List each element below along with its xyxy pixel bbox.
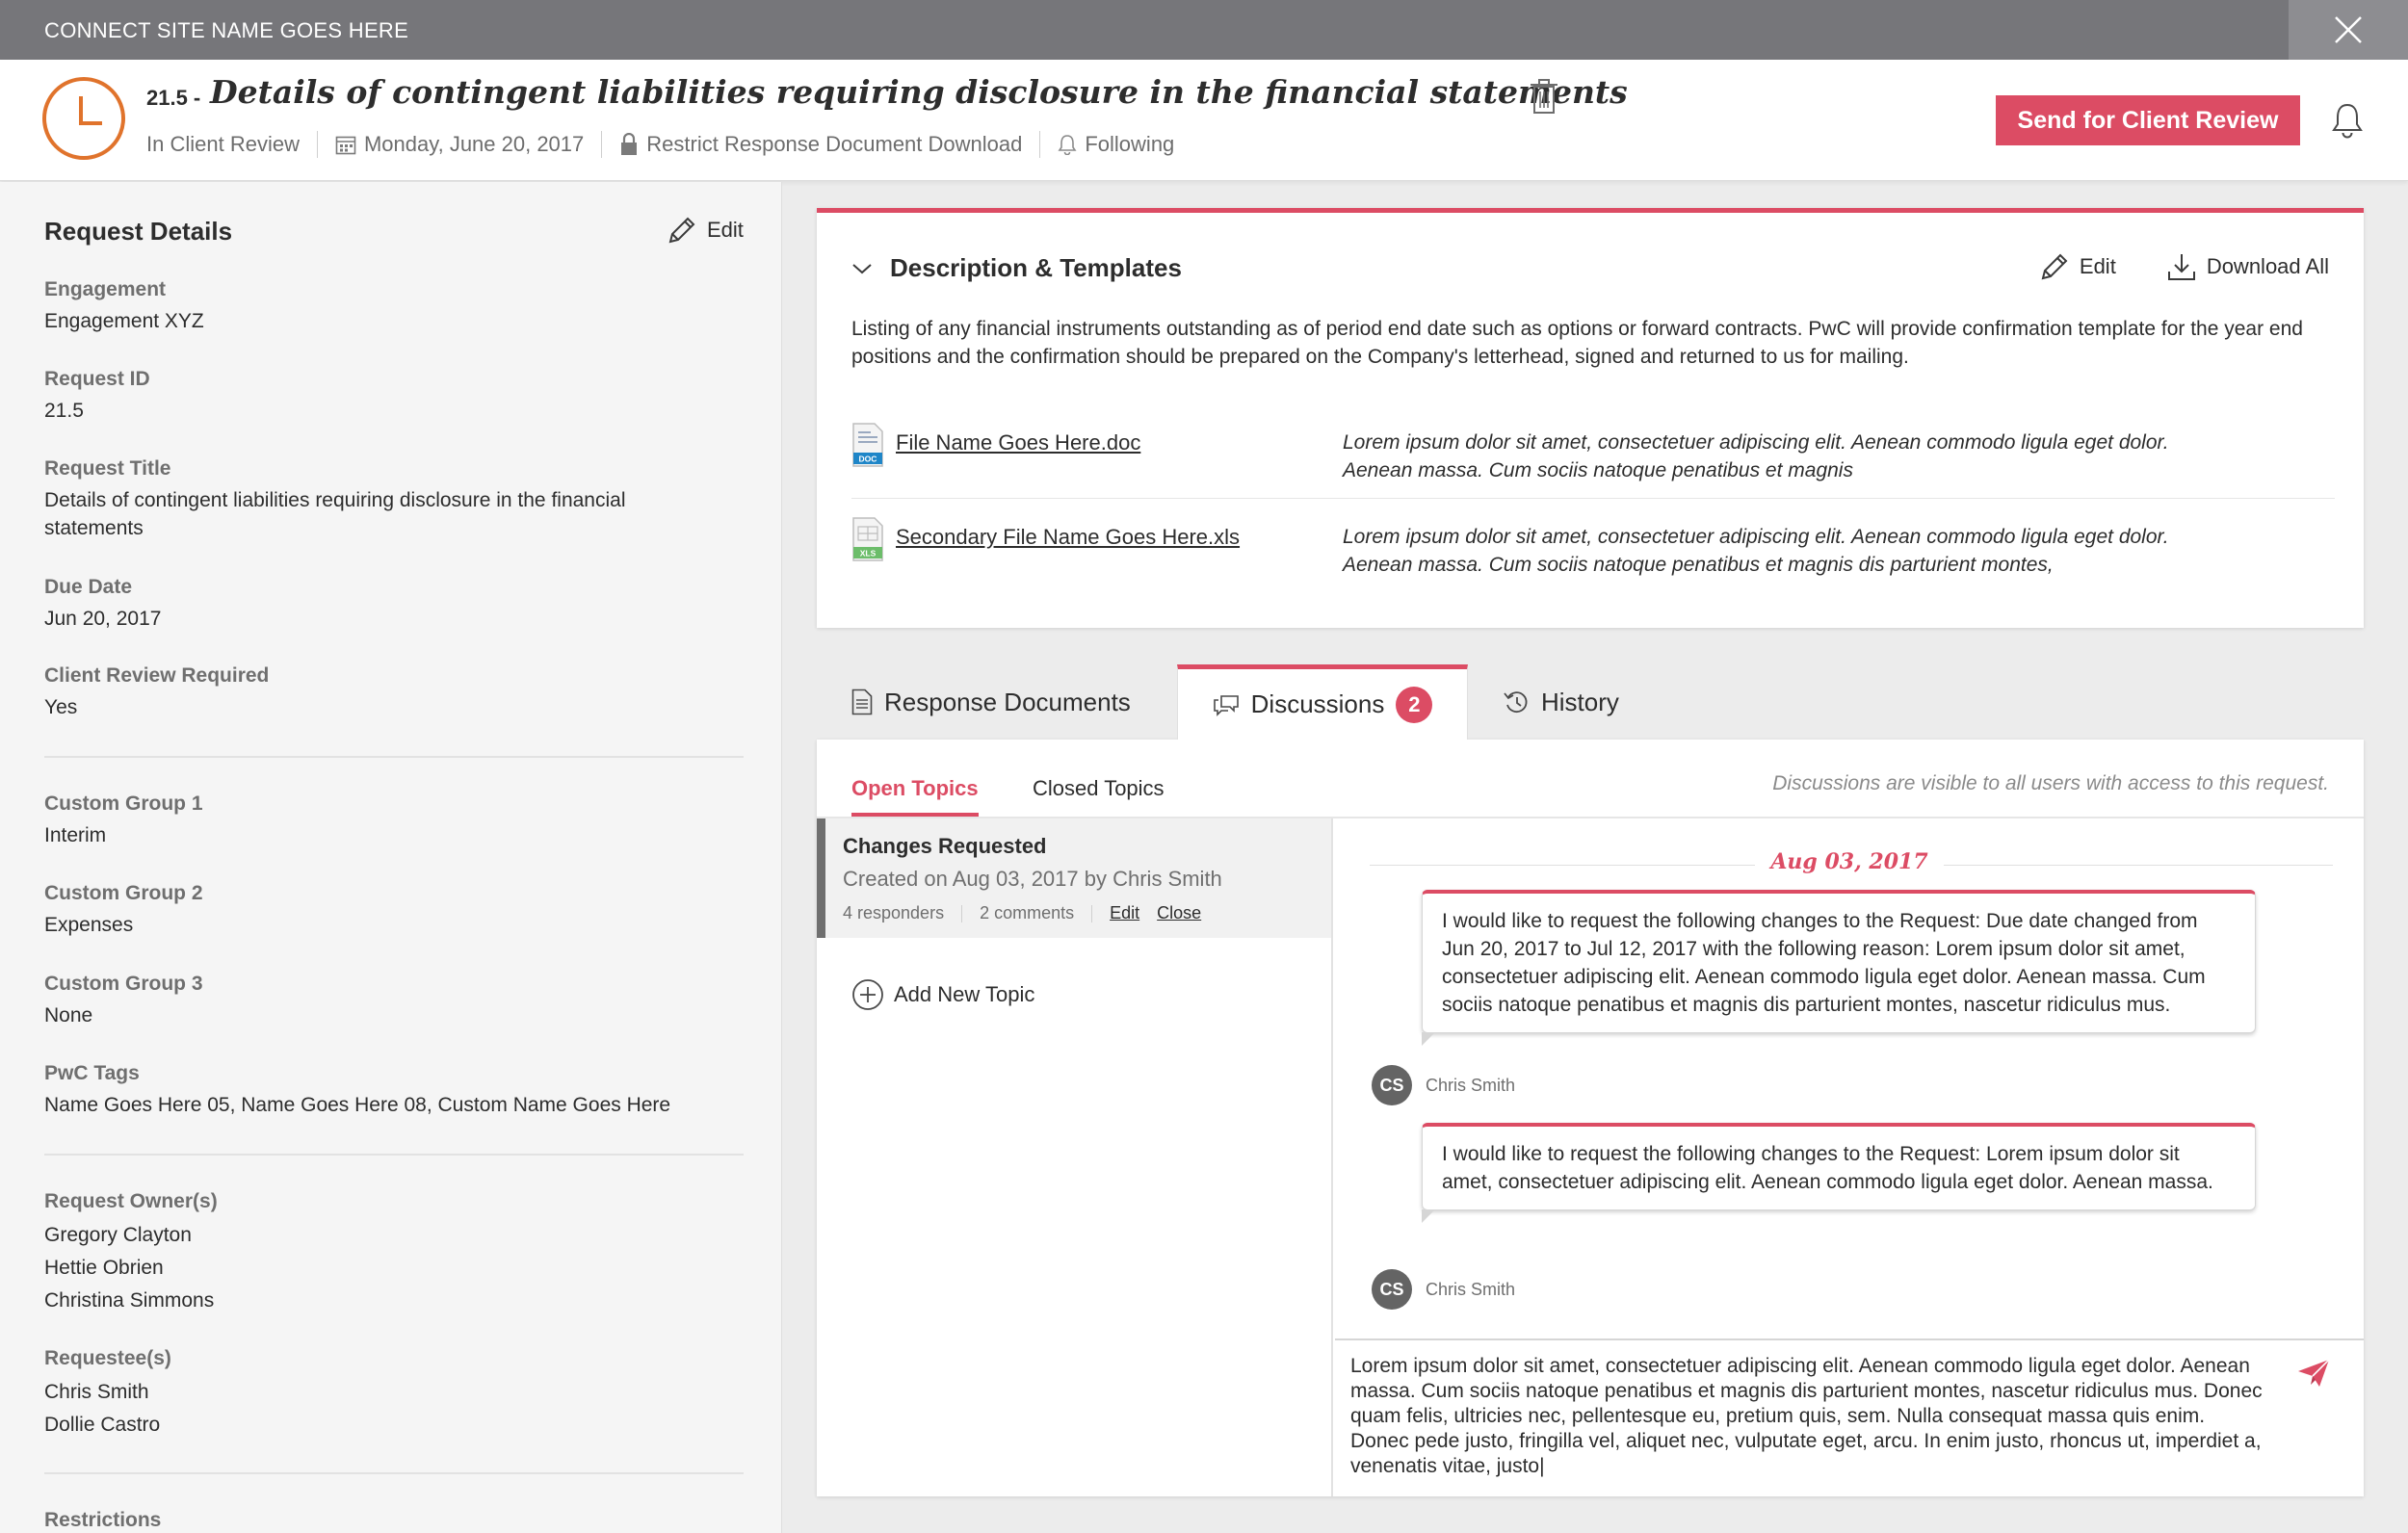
message-text: I would like to request the following changes to the Request: Lorem ipsum dolor sit amet, consectetuer adipiscing elit. Aenean commodo ligula eget dolor. Aenean massa. (1442, 1143, 2213, 1193)
field-label: Client Review Required (44, 664, 270, 687)
file-row (851, 517, 2335, 594)
topic-item[interactable] (817, 818, 1331, 938)
field-value: 21.5 (44, 400, 84, 422)
close-icon (2333, 14, 2364, 45)
field-due-date (44, 576, 161, 633)
add-new-topic-label: Add New Topic (894, 982, 1035, 1006)
field-value: Name Goes Here 05, Name Goes Here 08, Custom Name Goes Here (44, 1094, 671, 1116)
message-bubble (1422, 890, 2256, 1033)
download-all-button[interactable] (2166, 251, 2329, 282)
request-number: 21.5 - (146, 86, 201, 110)
tab-discussions[interactable] (1177, 664, 1468, 740)
discussion-thread (1335, 818, 2364, 1342)
avatar: CS (1372, 1065, 1412, 1105)
sidebar-title: Request Details (44, 217, 233, 246)
field-request-owners (44, 1190, 218, 1317)
field-engagement (44, 278, 204, 335)
description-header[interactable] (851, 253, 1182, 283)
owner-name: Hettie Obrien (44, 1257, 164, 1279)
download-all-label: Download All (2206, 254, 2329, 278)
pencil-icon (2039, 251, 2070, 282)
status-label: In Client Review (146, 132, 300, 156)
pencil-icon (667, 215, 697, 246)
thread-date: Aug 03, 2017 (1770, 849, 1928, 874)
topic-edit-link[interactable]: Edit (1110, 903, 1140, 922)
file-type-badge: DOC (858, 454, 877, 464)
request-details-sidebar (0, 182, 782, 1533)
visibility-notice: Discussions are visible to all users with access to this request. (1772, 772, 2329, 794)
message-input[interactable] (1350, 1354, 2265, 1489)
file-link[interactable]: Secondary File Name Goes Here.xls (896, 525, 1241, 549)
description-edit-label: Edit (2079, 254, 2116, 278)
author-name: Chris Smith (1426, 1279, 1516, 1299)
calendar-icon (335, 134, 356, 155)
tab-closed-topics[interactable]: Closed Topics (1033, 776, 1165, 800)
field-label: Request Owner(s) (44, 1190, 218, 1212)
message-bubble (1422, 1123, 2256, 1210)
field-label: PwC Tags (44, 1062, 140, 1084)
meta-divider (317, 131, 318, 158)
topic-comments: 2 comments (980, 903, 1075, 922)
file-description: Lorem ipsum dolor sit amet, consectetuer adipiscing elit. Aenean commodo ligula eget dolor. Aenean massa. Cum sociis natoque penatibus et magnis (1343, 431, 2169, 481)
following-toggle[interactable]: Following (1085, 132, 1175, 156)
restriction-label[interactable]: Restrict Response Document Download (646, 132, 1023, 156)
clock-icon (40, 75, 127, 162)
site-name: CONNECT SITE NAME GOES HERE (44, 18, 409, 42)
tab-label: History (1541, 687, 1619, 716)
field-label: Request ID (44, 368, 150, 390)
message-author (1372, 1065, 1515, 1105)
topic-created: Created on Aug 03, 2017 by Chris Smith (843, 867, 1222, 891)
field-label: Due Date (44, 576, 133, 598)
close-button[interactable] (2289, 0, 2408, 60)
discussions-count-badge: 2 (1396, 687, 1432, 723)
field-custom-group-1 (44, 792, 203, 849)
send-icon[interactable] (2296, 1358, 2331, 1389)
field-request-id (44, 368, 150, 425)
topics-list (817, 818, 1333, 1496)
site-bar (0, 0, 2408, 60)
history-icon (1503, 689, 1530, 715)
message-text: I would like to request the following changes to the Request: Due date changed from Jun 20, 2017 to Jul 12, 2017 with the following reason: Lorem ipsum dolor sit amet, consectetuer adipiscing elit. Aenean commodo ligula eget dolor. Aenean massa. Cum sociis natoque penatibus et magnis dis parturient montes, nascetur ridiculus mus. (1442, 910, 2206, 1016)
message-author (1372, 1269, 1515, 1310)
chat-icon (1213, 693, 1240, 716)
topic-responders: 4 responders (843, 903, 945, 922)
field-value: Interim (44, 824, 107, 846)
request-header (0, 60, 2408, 181)
field-client-review-required (44, 664, 269, 721)
file-description: Lorem ipsum dolor sit amet, consectetuer adipiscing elit. Aenean commodo ligula eget dolor. Aenean massa. Cum sociis natoque penatibus et magnis dis parturient montes, (1343, 526, 2169, 576)
file-link[interactable]: File Name Goes Here.doc (896, 430, 1141, 455)
field-value: None (44, 1004, 93, 1026)
tab-label: Response Documents (884, 687, 1131, 716)
meta-divider (601, 131, 602, 158)
field-label: Request Title (44, 457, 171, 480)
meta-divider (1091, 905, 1092, 922)
field-custom-group-2 (44, 882, 203, 939)
field-value: Expenses (44, 914, 134, 936)
field-request-title (44, 457, 719, 542)
author-name: Chris Smith (1426, 1075, 1516, 1095)
xls-file-icon (851, 517, 884, 561)
description-edit-button[interactable] (2039, 251, 2116, 282)
trash-icon[interactable] (1530, 78, 1558, 115)
field-value: Engagement XYZ (44, 310, 204, 332)
meta-divider (1039, 131, 1040, 158)
description-actions (2039, 251, 2329, 282)
tab-open-topics[interactable]: Open Topics (851, 776, 979, 800)
field-value: Jun 20, 2017 (44, 608, 162, 630)
sidebar-divider (44, 1472, 744, 1474)
field-label: Restrictions (44, 1509, 162, 1531)
tab-history[interactable] (1503, 664, 1695, 740)
document-icon (851, 689, 873, 715)
doc-file-icon (851, 423, 884, 467)
field-custom-group-3 (44, 973, 203, 1029)
tab-label: Discussions (1250, 689, 1385, 718)
sidebar-edit-label: Edit (707, 218, 744, 242)
description-text: Listing of any financial instruments outstanding as of period end date such as options or forward contracts. PwC will provide confirmation template for the year end positions and the confirmation should be prepared on the Company's letterhead, signed and returned to us for mailing. (851, 318, 2303, 368)
due-date-label: Monday, June 20, 2017 (363, 132, 585, 156)
topic-meta (843, 903, 1201, 923)
sidebar-divider (44, 756, 744, 758)
discussions-panel (817, 740, 2364, 1496)
description-card (817, 208, 2364, 628)
topic-close-link[interactable]: Close (1157, 903, 1202, 922)
sidebar-divider (44, 1154, 744, 1156)
owner-name: Gregory Clayton (44, 1224, 192, 1246)
field-label: Custom Group 3 (44, 973, 203, 995)
field-restrictions (44, 1509, 161, 1533)
field-label: Custom Group 1 (44, 792, 203, 815)
requestee-name: Chris Smith (44, 1381, 149, 1403)
chevron-down-icon[interactable] (851, 262, 873, 275)
field-label: Custom Group 2 (44, 882, 203, 904)
bell-outline-icon (1058, 134, 1077, 155)
file-type-badge: XLS (859, 548, 877, 559)
tab-response-documents[interactable] (851, 664, 1140, 740)
meta-divider (961, 905, 962, 922)
owner-name: Christina Simmons (44, 1289, 215, 1312)
field-label: Requestee(s) (44, 1347, 171, 1369)
description-title: Description & Templates (890, 253, 1182, 282)
requestee-name: Dollie Castro (44, 1414, 161, 1436)
field-label: Engagement (44, 278, 167, 300)
topic-title: Changes Requested (843, 834, 1047, 858)
file-row (851, 423, 2335, 500)
message-composer (1335, 1338, 2364, 1496)
add-new-topic-button[interactable] (851, 978, 1034, 1011)
bubble-tail (1422, 1032, 1435, 1046)
download-icon (2166, 251, 2197, 282)
field-pwc-tags (44, 1062, 670, 1119)
file-divider (851, 498, 2335, 499)
sidebar-edit-button[interactable] (667, 215, 744, 246)
field-value: Details of contingent liabilities requiring disclosure in the financial statements (44, 489, 626, 539)
plus-circle-icon (851, 978, 884, 1011)
notification-bell-icon[interactable] (2331, 102, 2364, 139)
send-for-client-review-button[interactable]: Send for Client Review (1996, 95, 2300, 145)
field-value: Yes (44, 696, 78, 718)
request-meta (146, 131, 1174, 158)
bubble-tail (1422, 1209, 1435, 1223)
avatar: CS (1372, 1269, 1412, 1310)
field-requestees (44, 1347, 171, 1442)
page-title: Details of contingent liabilities requiring disclosure in the financial statements (210, 73, 1628, 111)
lock-icon (619, 133, 639, 156)
